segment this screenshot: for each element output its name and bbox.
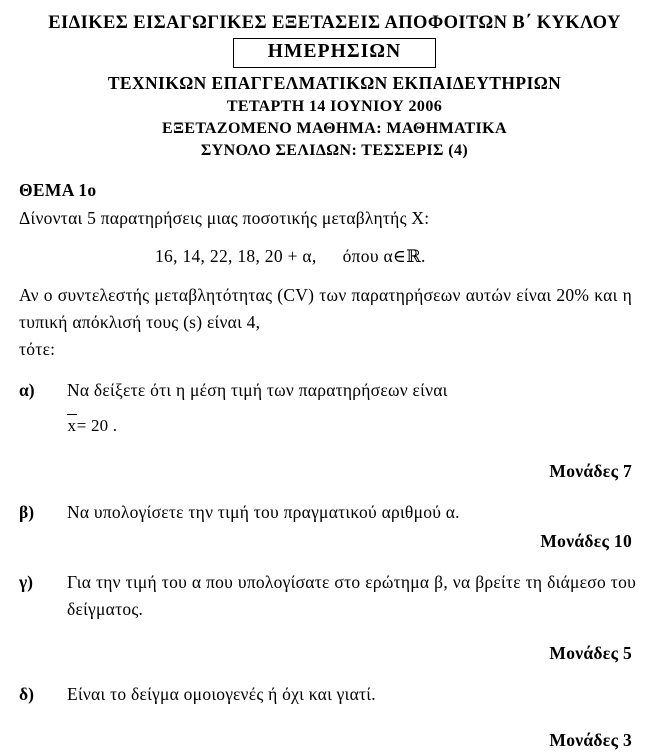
question-text-beta: Να υπολογίσετε την τιμή του πραγματικού αριθμού α.: [67, 502, 460, 522]
points-label-beta: Μονάδες 10: [540, 531, 632, 552]
question-item-gamma: [19, 569, 650, 623]
question-marker-delta: δ): [19, 683, 34, 704]
header-line-date: ΤΕΤΑΡΤΗ 14 ΙΟΥΝΙΟΥ 2006: [226, 97, 443, 115]
document-header: [19, 11, 650, 161]
question-marker-alpha: α): [19, 379, 35, 400]
question-item-beta: [19, 499, 650, 526]
question-marker-gamma: γ): [19, 571, 34, 592]
formula-x-bar: x: [67, 413, 77, 439]
theme-tote-text: τότε:: [19, 338, 56, 359]
question-item-delta: [19, 681, 650, 708]
theme-condition-text: Αν ο συντελεστής μεταβλητότητας (CV) των παρατηρήσεων αυτών είναι 20% και η τυπική απόκλισή τους (s) είναι 4,: [19, 284, 632, 332]
theme-title: ΘΕΜΑ 1ο: [19, 180, 97, 201]
question-body-alpha: [67, 377, 650, 439]
header-line-exam-type: ΕΙΔΙΚΕΣ ΕΙΣΑΓΩΓΙΚΕΣ ΕΞΕΤΑΣΕΙΣ ΑΠΟΦΟΙΤΩΝ Β΄ ΚΥΚΛΟΥ: [48, 13, 621, 33]
question-item-alpha: [19, 377, 650, 439]
observation-condition: όπου α∈ℝ.: [342, 245, 426, 266]
points-label-alpha: Μονάδες 7: [549, 461, 632, 482]
boxed-title-imerision: ΗΜΕΡΗΣΙΩΝ: [233, 38, 437, 67]
observation-values: 16, 14, 22, 18, 20 + α,: [155, 245, 317, 266]
formula-mean-value: [67, 413, 650, 439]
question-marker-beta: β): [19, 502, 35, 522]
points-label-delta: Μονάδες 3: [549, 729, 632, 750]
header-line-subject: ΕΞΕΤΑΖΟΜΕΝΟ ΜΑΘΗΜΑ: ΜΑΘΗΜΑΤΙΚΑ: [162, 120, 507, 138]
theme-intro-text: Δίνονται 5 παρατηρήσεις μιας ποσοτικής μεταβλητής Χ:: [19, 207, 430, 228]
question-text-gamma: Για την τιμή του α που υπολογίσατε στο ερώτημα β, να βρείτε τη διάμεσο του δείγματος.: [67, 571, 636, 619]
boxed-title-wrapper: [19, 38, 650, 67]
formula-equals-twenty: = 20 .: [76, 416, 118, 436]
points-label-gamma: Μονάδες 5: [549, 642, 632, 663]
header-line-page-count: ΣΥΝΟΛΟ ΣΕΛΙΔΩΝ: ΤΕΣΣΕΡΙΣ (4): [200, 142, 469, 160]
exam-body: [19, 177, 650, 753]
question-text-delta: Είναι το δείγμα ομοιογενές ή όχι και γιατί.: [67, 683, 376, 704]
observation-data-line: [19, 243, 650, 270]
question-text-alpha: Να δείξετε ότι η μέση τιμή των παρατηρήσεων είναι: [67, 379, 448, 400]
header-line-school-type: ΤΕΧΝΙΚΩΝ ΕΠΑΓΓΕΛΜΑΤΙΚΩΝ ΕΚΠΑΙΔΕΥΤΗΡΙΩΝ: [107, 72, 562, 93]
